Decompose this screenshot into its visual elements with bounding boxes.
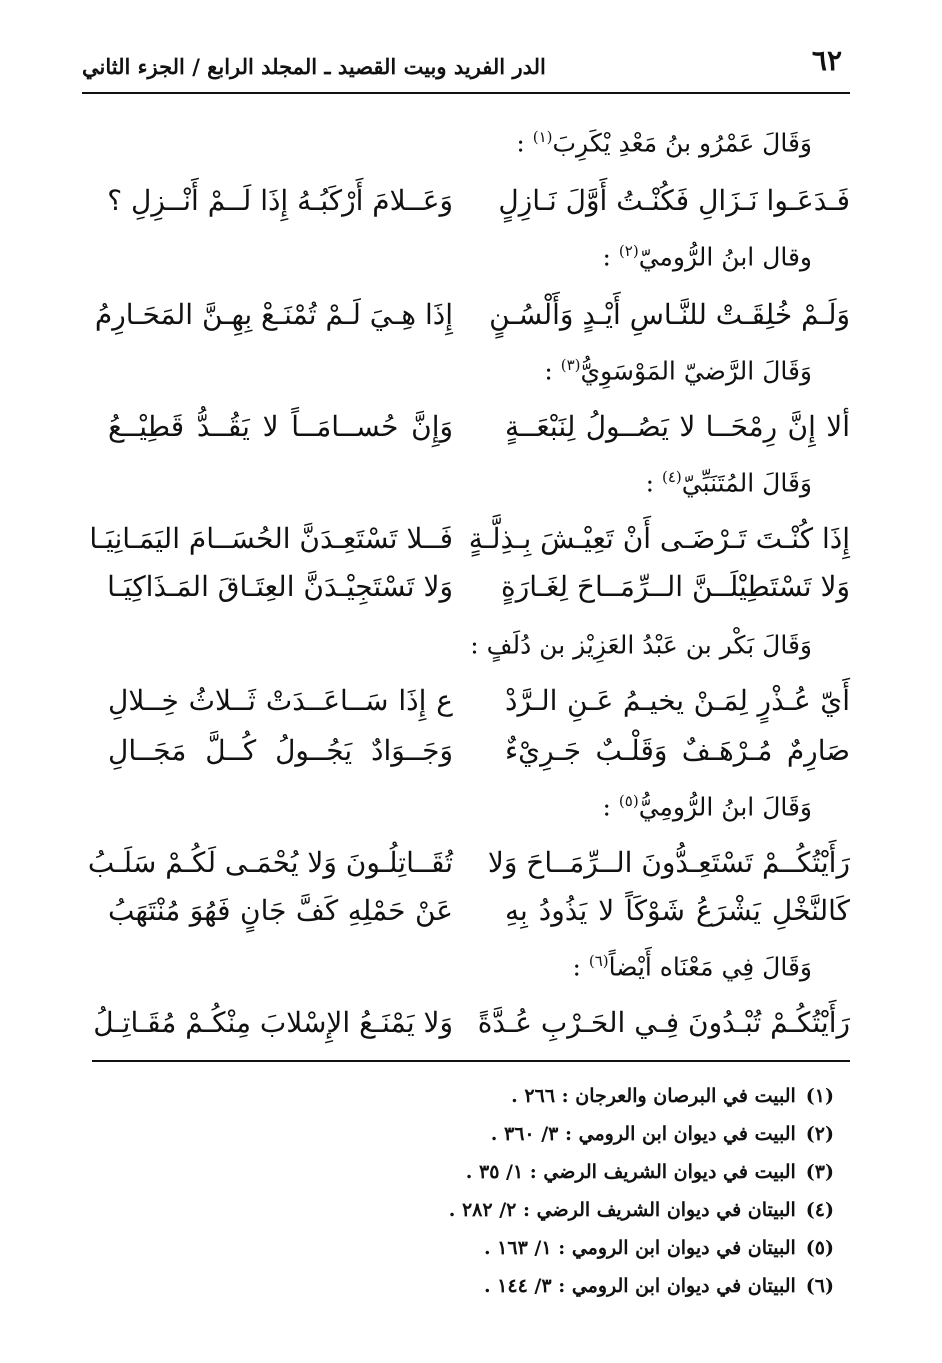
verse-first-hemistich: وَلَـمْ خُلِقَـتْ للنَّـاسِ أَيْـدٍ وَأَلْسُـنٍ [489,298,850,331]
footnote [134,1237,834,1275]
verse-first-hemistich: ألا إِنَّ رِمْحَــا لا يَصُــولُ لِنَبْعَــةٍ [505,410,850,443]
verse-second-hemistich: وَإِنَّ حُســامَــاً لا يَقُــدُّ قَطِيْــعُ [108,410,453,443]
footnote-ref: (٥) [618,792,639,810]
verse-second-hemistich: ع إِذَا سَــاعَــدَتْ ثَــلاثُ خِــلالِ [108,684,453,717]
verse-first-hemistich: إِذَا كُنْـتَ تَـرْضَـى أَنْ تَعِيْـشَ بِـذِلَّـةٍ [468,522,850,555]
footnote-text: البيتان في ديوان ابن الرومي : ١/ ١٦٣ . [483,1237,796,1259]
intro-line: وَقَالَ المُتَنَبِّيّ$^{(٤)}$ : [645,468,812,498]
intro-line: وَقَالَ بَكْر بن عَبْدُ العَزِيْز بن دُلَفٍ : [470,630,812,660]
verse [0,184,942,230]
running-title: الدر الفريد وبيت القصيد ـ المجلد الرابع / الجزء الثاني [82,54,546,79]
verse [0,846,942,892]
verse-first-hemistich: كَالنَّخْلِ يَشْرَعُ شَوْكَاً لا يَذُودُ بِهِ [505,894,850,927]
footnote-ref: (١) [532,128,553,146]
verse-second-hemistich: وَلا تَسْتَجِيْـدَنَّ العِتَـاقَ المَـذَاكِيَـا [107,570,453,603]
verse [0,734,942,780]
footnote-number: (٦) [805,1275,834,1297]
footnote [134,1275,834,1313]
footnote-text: البيت في ديوان ابن الرومي : ٣/ ٣٦٠ . [490,1123,796,1145]
footnote-text: البيتان في ديوان الشريف الرضي : ٢/ ٢٨٢ . [448,1199,796,1221]
verse-first-hemistich: رَأَيْتُكُـمْ تُبْـدُونَ فِـي الحَـرْبِ عُـدَّةً [477,1006,850,1039]
verse-second-hemistich: عَنْ حَمْلِهِ كَفَّ جَانٍ فَهُوَ مُنْتَهَبُ [108,894,453,927]
footnote [134,1085,834,1123]
verse [0,522,942,568]
footnote-number: (٤) [805,1199,834,1221]
verse [0,1006,942,1052]
footnote-text: البيتان في ديوان ابن الرومي : ٣/ ١٤٤ . [483,1275,796,1297]
footnote-divider [92,1060,850,1062]
intro-line: وَقَالَ فِي مَعْنَاه أَيْضاً$^{(٦)}$ : [572,952,812,982]
footnote [134,1199,834,1237]
footnote-ref: (٣) [560,356,581,374]
footnote-text: البيت في ديوان الشريف الرضي : ١/ ٣٥ . [465,1161,796,1183]
intro-line: وَقَالَ ابنُ الرُّومِيُّ$^{(٥)}$ : [602,792,812,822]
footnote-number: (٣) [805,1161,834,1183]
footnote-number: (١) [805,1085,834,1107]
verse-first-hemistich: وَلا تَسْتَطِيْلَــنَّ الــرِّمَــاحَ لِغَـارَةٍ [501,570,850,603]
verse [0,684,942,730]
footnote-text: البيت في البرصان والعرجان : ٢٦٦ . [511,1085,796,1107]
intro-line: وَقَالَ عَمْرُو بنُ مَعْدِ يْكَرِبَ$^{(١)}$ : [516,128,812,158]
footnote-number: (٢) [805,1123,834,1145]
verse [0,298,942,344]
verse-second-hemistich: إِذَا هِـيَ لَـمْ تُمْنَـعْ بِهِـنَّ المَحَـارِمُ [94,298,453,331]
footnote-ref: (٢) [618,242,639,260]
footnote [134,1161,834,1199]
verse-second-hemistich: وَعَــلامَ أَرْكَبُـهُ إِذَا لَــمْ أَنْــزِلِ ؟ [107,184,453,217]
verse-second-hemistich: فَــلا تَسْتَعِـدَنَّ الحُسَــامَ اليَمَـانِيَـا [89,522,453,555]
intro-line: وقال ابنُ الرُّوميّ$^{(٢)}$ : [602,242,812,272]
intro-line: وَقَالَ الرَّضيّ المَوْسَوِيُّ$^{(٣)}$ : [544,356,812,386]
verse-second-hemistich: وَلا يَمْنَـعُ الإِسْلابَ مِنْكُـمْ مُقَـاتِـلُ [93,1006,453,1039]
verse-first-hemistich: صَارِمٌ مُـرْهَـفٌ وَقَلْـبٌ جَـرِيْءٌ [505,734,850,767]
page-number: ٦٢ [811,44,842,77]
footnote-ref: (٦) [588,952,609,970]
footnote [134,1123,834,1161]
footnote-number: (٥) [805,1237,834,1259]
verse [0,570,942,616]
verse-second-hemistich: وَجَــوَادٌ يَجُــولُ كُــلَّ مَجَــالِ [108,734,453,767]
verse-second-hemistich: تُقَــاتِلُـونَ وَلا يُحْمَـى لَكُـمْ سَلَـبُ [87,846,453,879]
verse-first-hemistich: أَيّ عُـذْرٍ لِمَـنْ يخيـمُ عَـنِ الـرَّدْ [505,684,850,717]
page-header [82,42,850,94]
verse [0,410,942,456]
verse-first-hemistich: فَـدَعَـوا نَـزَالِ فَكُنْـتُ أَوَّلَ نَـازِلٍ [498,184,850,217]
verse-first-hemistich: رَأَيْتُكُــمْ تَسْتَعِـدُّونَ الــرِّمَــاحَ وَلا [487,846,850,879]
footnotes [134,1085,834,1313]
footnote-ref: (٤) [661,468,682,486]
verse [0,894,942,940]
